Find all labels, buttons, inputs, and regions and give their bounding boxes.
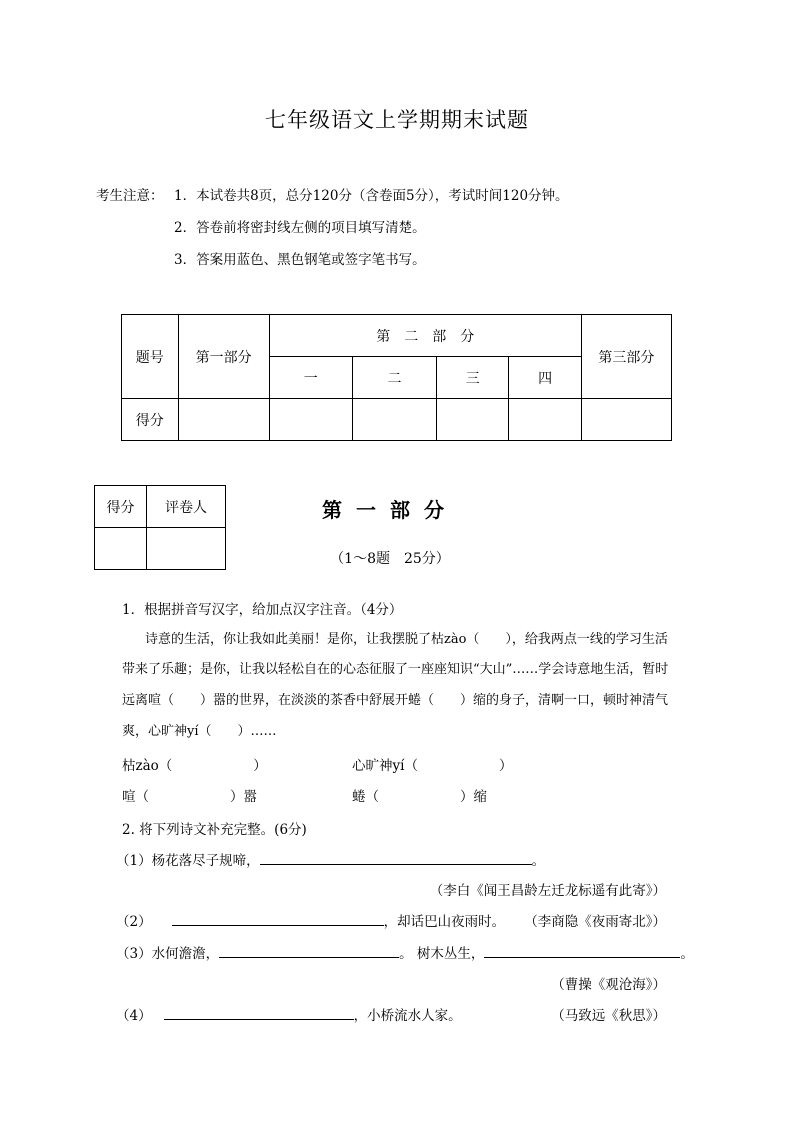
q2-line2-source: （李商隐《夜雨寄北》） bbox=[524, 914, 666, 930]
score-cell-4[interactable] bbox=[509, 399, 581, 441]
q2-line4-blank[interactable] bbox=[164, 1005, 354, 1020]
score-col-1: 一 bbox=[269, 357, 352, 399]
q1-passage-line-2: 带来了乐趣；是你，让我以轻松自在的心态征服了一座座知识“大山”……学会诗意地生活，暂时 bbox=[122, 662, 669, 677]
q2-stem: 2. 将下列诗文补充完整。(6分) bbox=[122, 822, 307, 838]
q2-line2-blank[interactable] bbox=[172, 911, 384, 926]
score-header-part3: 第三部分 bbox=[581, 315, 671, 399]
grader-box bbox=[94, 485, 226, 570]
score-row-label: 得分 bbox=[122, 399, 179, 441]
score-header-part2: 第 二 部 分 bbox=[269, 315, 581, 357]
q1-passage-line-1: 诗意的生活，你让我如此美丽！是你，让我摆脱了枯zào（ ），给我两点一线的学习生活 bbox=[145, 632, 668, 647]
notice-item-3: 3．答案用蓝色、黑色钢笔或签字笔书写。 bbox=[174, 252, 426, 268]
score-cell-1[interactable] bbox=[269, 399, 352, 441]
q1-answer-quan[interactable]: 蜷（ ）缩 bbox=[352, 789, 487, 805]
score-col-2: 二 bbox=[352, 357, 436, 399]
q2-line3-b: 。 树木丛生， bbox=[399, 946, 485, 962]
q2-line1-end: 。 bbox=[531, 853, 546, 869]
q2-line2-num: （2） bbox=[116, 914, 152, 930]
score-table bbox=[121, 314, 672, 441]
q2-line2-text: ，却话巴山夜雨时。 bbox=[383, 914, 506, 930]
score-cell-part1[interactable] bbox=[178, 399, 269, 441]
score-header-tihao: 题号 bbox=[122, 315, 179, 399]
q2-line3-blank-a[interactable] bbox=[219, 943, 399, 958]
q2-line3-end: 。 bbox=[680, 946, 694, 962]
q2-line4-text: ，小桥流水人家。 bbox=[353, 1008, 462, 1024]
page-title: 七年级语文上学期期末试题 bbox=[265, 108, 529, 132]
grader-score-cell[interactable] bbox=[95, 528, 147, 570]
score-cell-3[interactable] bbox=[437, 399, 509, 441]
grader-name-cell[interactable] bbox=[147, 528, 226, 570]
score-cell-part3[interactable] bbox=[581, 399, 671, 441]
score-header-part1: 第一部分 bbox=[178, 315, 269, 399]
q2-line2 bbox=[116, 910, 505, 930]
q1-stem: 1．根据拼音写汉字，给加点汉字注音。（4分） bbox=[122, 602, 403, 618]
q2-line3-a: 水何澹澹， bbox=[151, 946, 220, 962]
q1-answer-xuan[interactable]: 喧（ ）嚣 bbox=[122, 789, 257, 805]
q2-line4-source: （马致远《秋思》） bbox=[551, 1008, 666, 1024]
q2-line1-num: （1） bbox=[116, 853, 152, 869]
q2-line3-blank-b[interactable] bbox=[484, 943, 680, 958]
q1-answer-yi[interactable]: 心旷神yí（ ） bbox=[352, 758, 513, 774]
score-col-4: 四 bbox=[509, 357, 581, 399]
grader-name-label: 评卷人 bbox=[147, 486, 226, 528]
score-col-3: 三 bbox=[437, 357, 509, 399]
q2-line3-num: （3） bbox=[116, 946, 152, 962]
q2-line4 bbox=[116, 1004, 462, 1024]
q1-passage-line-4: 爽，心旷神yí（ ）…… bbox=[122, 724, 277, 739]
q2-line4-num: （4） bbox=[116, 1008, 152, 1024]
grader-score-label: 得分 bbox=[95, 486, 147, 528]
notice-label: 考生注意： bbox=[96, 188, 164, 204]
q1-passage-line-3: 远离喧（ ）嚣的世界，在淡淡的茶香中舒展开蜷（ ）缩的身子，清啊一口，顿时神清气 bbox=[122, 693, 669, 708]
q2-line1 bbox=[116, 849, 545, 869]
section-title: 第一部分 bbox=[322, 498, 458, 522]
q2-line1-blank[interactable] bbox=[260, 850, 532, 865]
notice-item-1: 1．本试卷共8页，总分120分（含卷面5分），考试时间120分钟。 bbox=[174, 188, 569, 204]
q1-answer-zao[interactable]: 枯zào（ ） bbox=[122, 758, 267, 774]
q2-line3 bbox=[116, 942, 694, 962]
notice-item-2: 2．答卷前将密封线左侧的项目填写清楚。 bbox=[174, 220, 426, 236]
section-subtitle: （1～8题 25分） bbox=[330, 551, 450, 567]
q2-line1-source: （李白《闻王昌龄左迁龙标遥有此寄》） bbox=[429, 883, 666, 899]
score-cell-2[interactable] bbox=[352, 399, 436, 441]
q2-line3-source: （曹操《观沧海》） bbox=[551, 977, 666, 993]
q2-line1-text: 杨花落尽子规啼， bbox=[151, 853, 260, 869]
